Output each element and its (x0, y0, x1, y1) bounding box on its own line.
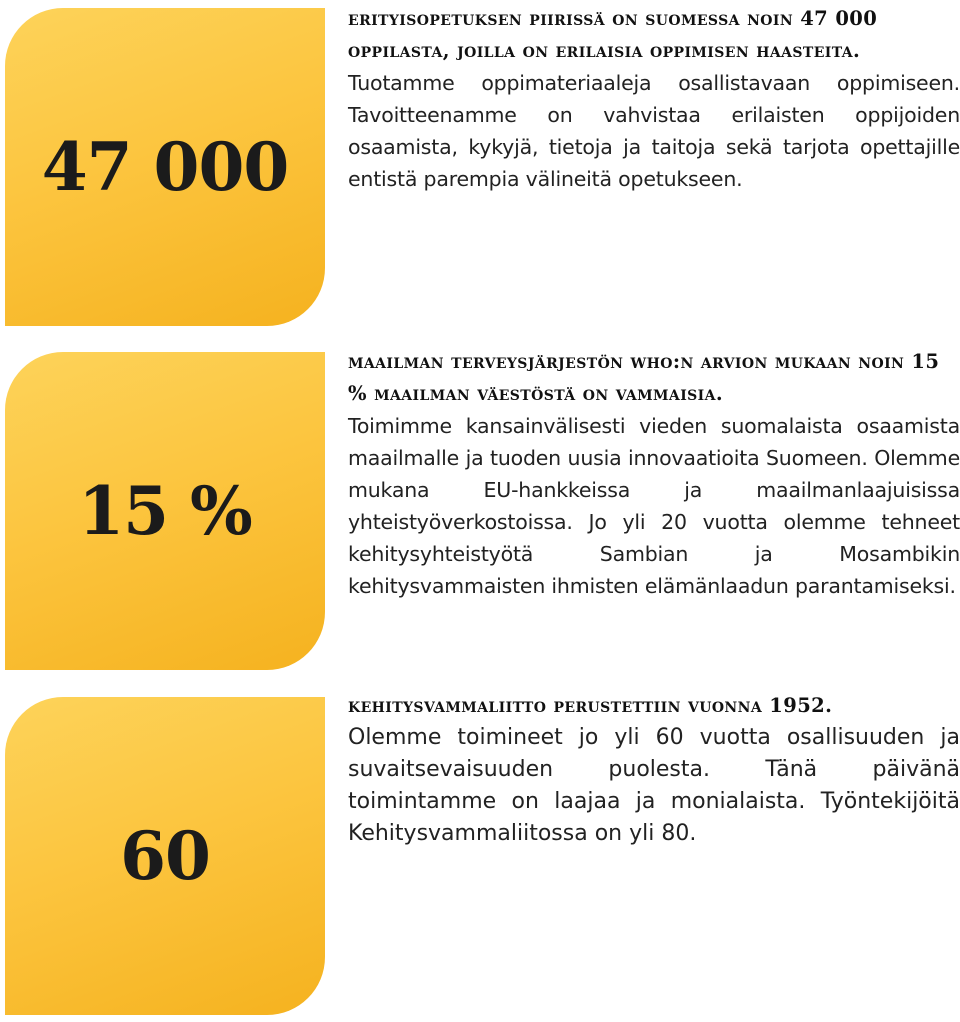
stat-number: 47 000 (41, 128, 289, 206)
stat-tile (5, 352, 325, 670)
stat-text (348, 3, 960, 195)
stat-body: Olemme toimineet jo yli 60 vuotta osallisuuden ja suvaitsevaisuuden puolesta. Tänä päivänä toimintamme on laajaa ja monialaista. Työntekijöitä Kehitysvammaliitossa on yli 80. (348, 725, 960, 846)
stat-body: Tuotamme oppimateriaaleja osallistavaan oppimiseen. Tavoitteenamme on vahvistaa erilaisten oppijoiden osaamista, kykyjä, tietoja ja taitoja sekä tarjota opettajille entistä parempia välineitä opetukseen. (348, 71, 960, 191)
stat-tile (5, 8, 325, 326)
stat-heading: erityisopetuksen piirissä on suomessa noin 47 000 oppilasta, joilla on erilaisia oppimisen haasteita. (348, 7, 878, 62)
stat-heading: kehitysvammaliitto perustettiin vuonna 1952. (348, 694, 833, 717)
stat-text (348, 346, 960, 602)
stat-number: 60 (120, 817, 210, 895)
stat-number: 15 % (78, 472, 252, 550)
stat-heading: maailman terveysjärjestön who:n arvion mukaan noin 15 % maailman väestöstä on vammaisia. (348, 350, 940, 405)
stat-tile (5, 697, 325, 1015)
stat-text (348, 690, 960, 850)
stat-body: Toimimme kansainvälisesti vieden suomalaista osaamista maailmalle ja tuoden uusia innovaatioita Suomeen. Olemme mukana EU-hankkeissa ja maailmanlaajuisissa yhteistyöverkostoissa. Jo yli 20 vuotta olemme tehneet kehitysyhteistyötä Sambian ja Mosambikin kehitysvammaisten ihmisten elämänlaadun parantamiseksi. (348, 414, 960, 598)
